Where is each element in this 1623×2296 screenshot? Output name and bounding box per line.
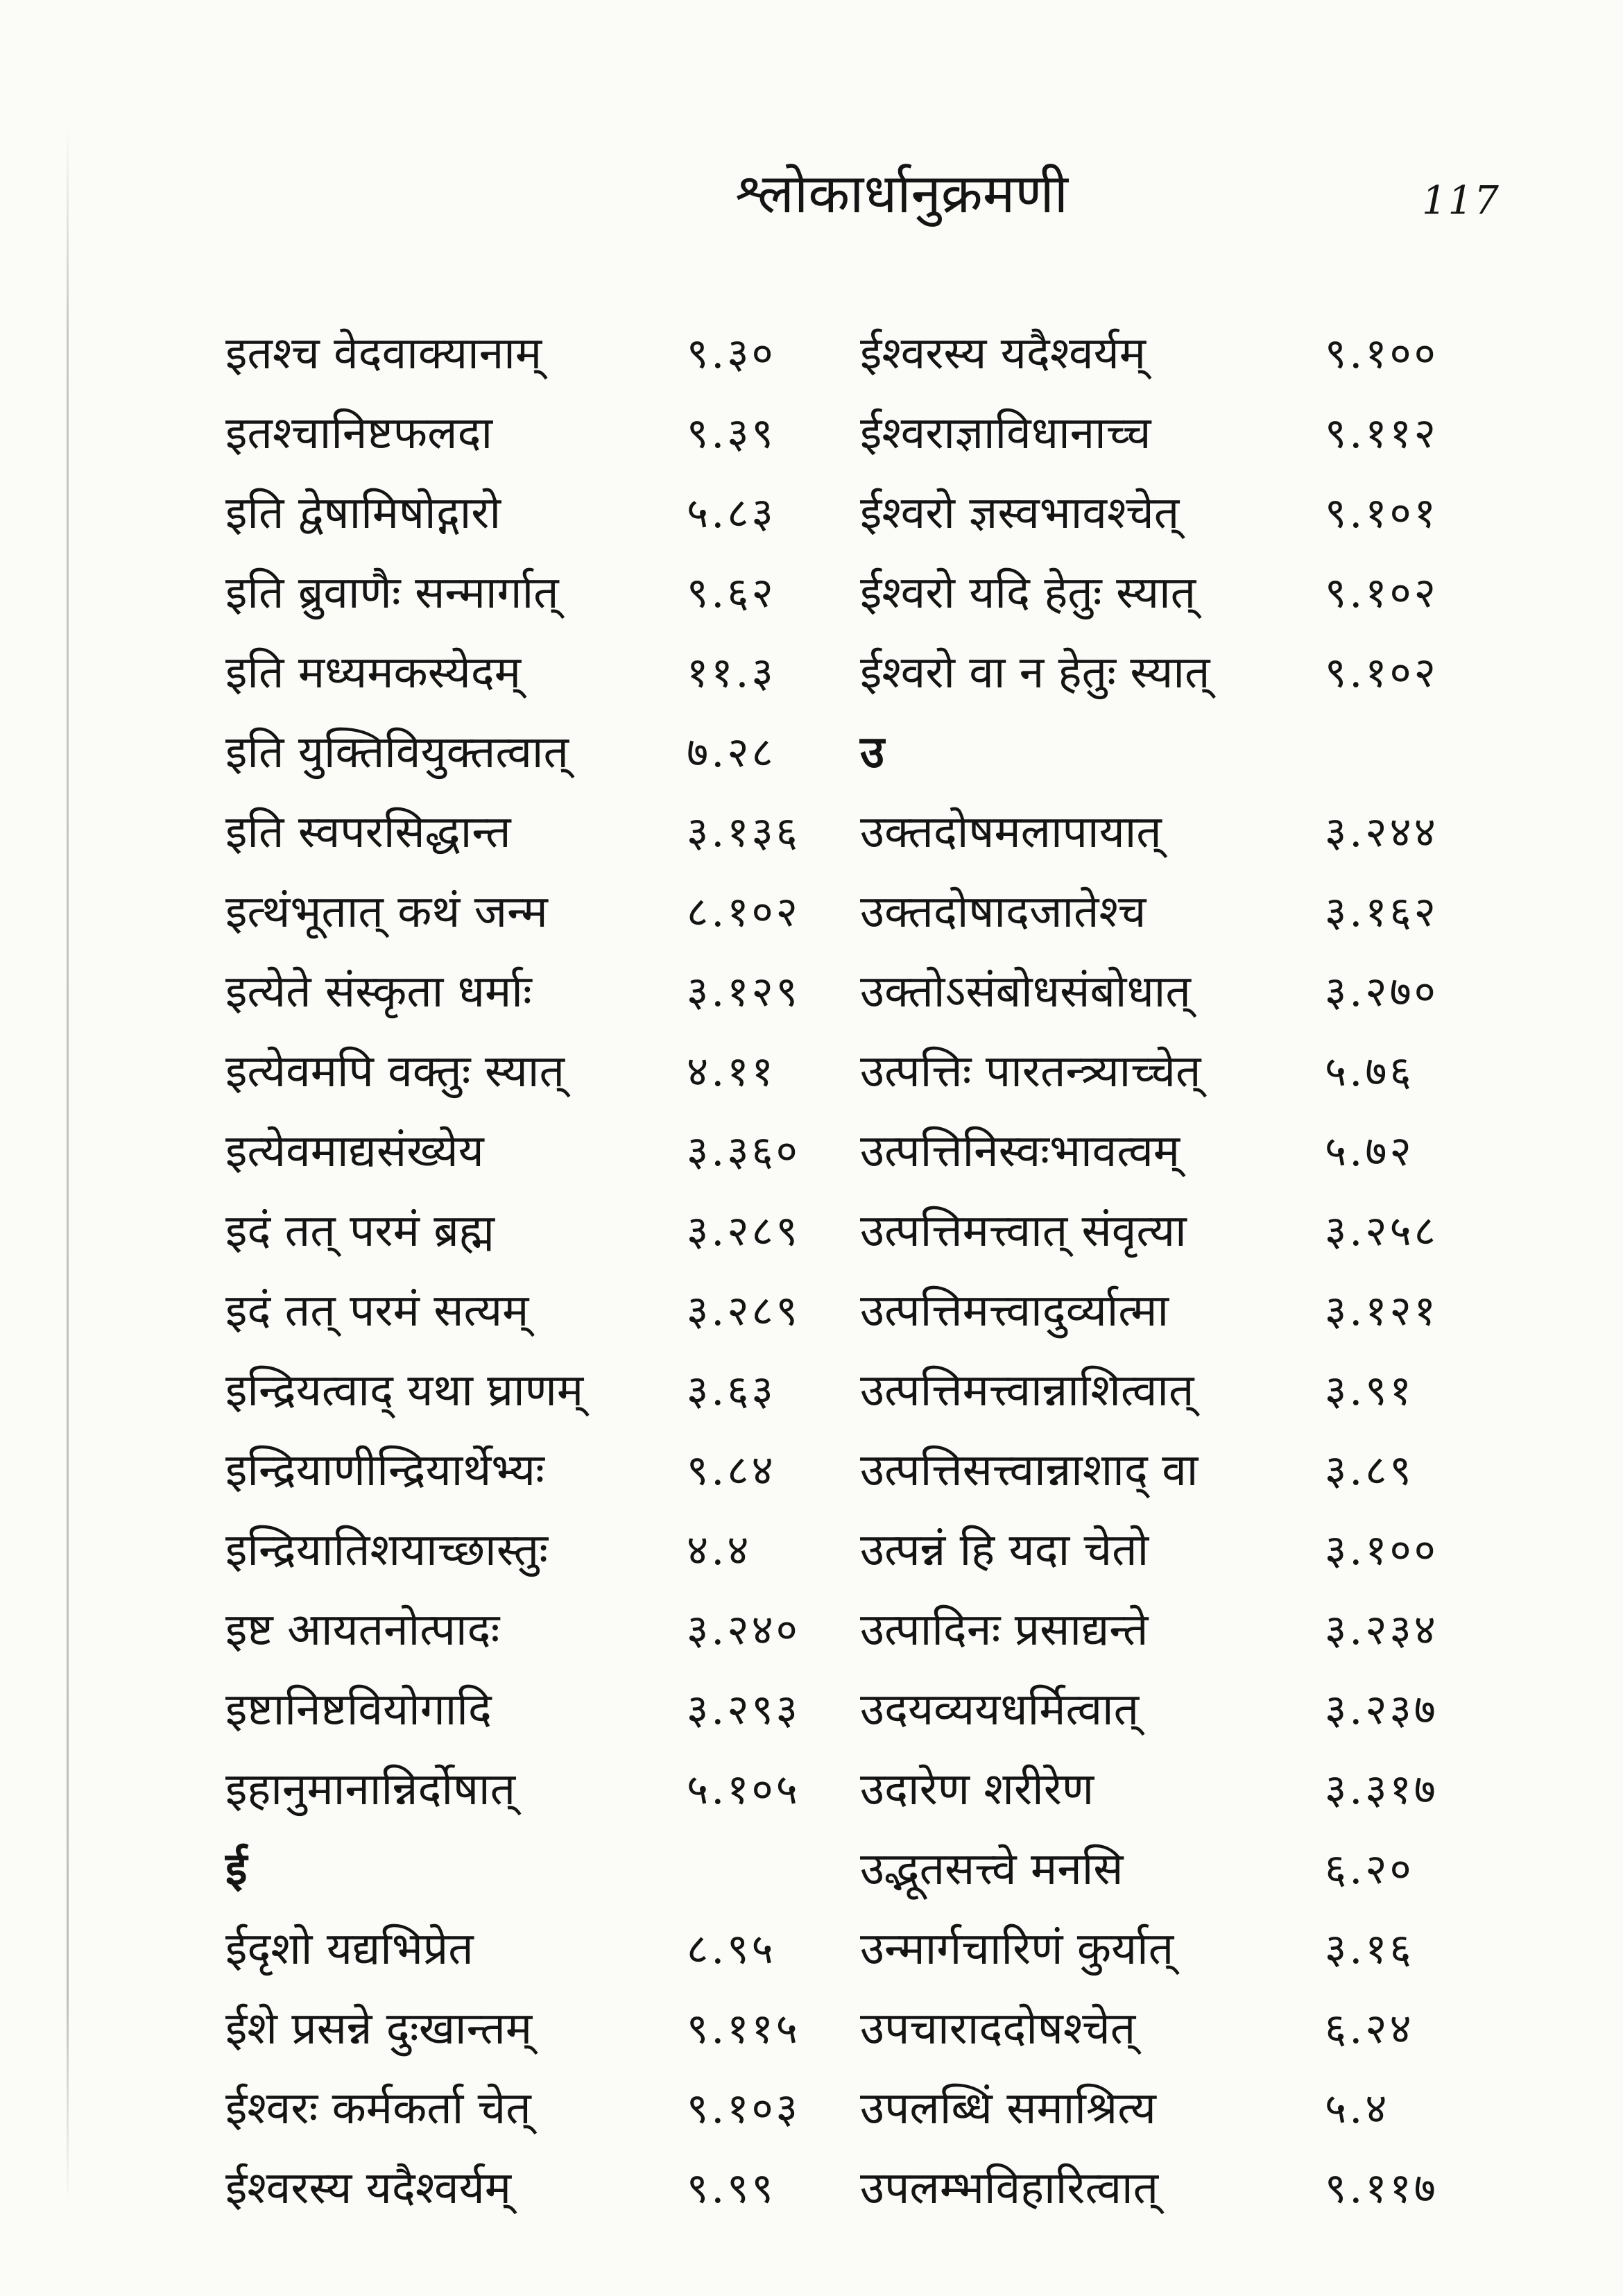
index-entry [860, 1356, 1526, 1436]
index-entry [860, 558, 1526, 638]
verse-text: इति मध्यमकस्येदम् [225, 647, 521, 699]
verse-reference: ९.१०२ [1325, 649, 1439, 697]
verse-text: उपचाराददोषश्चेत् [860, 2003, 1136, 2055]
index-entry [225, 957, 919, 1037]
verse-text: ईश्वरः कर्मकर्ता चेत् [225, 2083, 531, 2134]
verse-text: ईश्वरस्य यदैश्वर्यम् [860, 328, 1147, 379]
verse-text: इति युक्तिवियुक्तत्वात् [225, 727, 569, 778]
index-entry [860, 1276, 1526, 1356]
index-entry [225, 1675, 919, 1755]
index-entry [860, 1516, 1526, 1595]
verse-text: ईश्वराज्ञाविधानाच्च [860, 408, 1151, 459]
verse-text: ईदृशो यद्यभिप्रेत [225, 1924, 474, 1975]
verse-reference: ३.२३७ [1325, 1686, 1439, 1734]
verse-reference: ५.८३ [687, 489, 776, 538]
verse-reference: ३.२८९ [687, 1287, 800, 1335]
index-entry [225, 558, 919, 638]
index-entry [860, 1994, 1526, 2074]
verse-reference: ९.९९ [687, 2164, 776, 2213]
verse-text: उक्तोऽसंबोधसंबोधात् [860, 966, 1191, 1018]
index-entry [860, 957, 1526, 1037]
index-entry [860, 1117, 1526, 1197]
verse-reference: ९.३० [687, 329, 776, 378]
section-letter-heading [860, 718, 1526, 798]
index-entry [225, 798, 919, 877]
verse-reference: ३.२४० [687, 1606, 800, 1654]
verse-reference: ३.३६० [687, 1127, 800, 1176]
verse-text: उत्पत्तिमत्त्वादुर्व्यात्मा [860, 1285, 1169, 1337]
verse-text: उदयव्ययधर्मित्वात् [860, 1684, 1140, 1736]
verse-reference: ६.२० [1325, 1845, 1414, 1894]
verse-text: इन्द्रियत्वाद् यथा घ्राणम् [225, 1365, 584, 1416]
verse-text: ईश्वरो यदि हेतुः स्यात् [860, 567, 1196, 619]
verse-text: इहानुमानान्निर्दोषात् [225, 1764, 516, 1815]
verse-reference: ८.९५ [687, 1925, 776, 1973]
verse-reference: ९.११७ [1325, 2164, 1439, 2213]
verse-text: उत्पत्तिमत्त्वात् संवृत्या [860, 1206, 1187, 1257]
verse-reference: ५.४ [1325, 2084, 1390, 2133]
verse-reference: ९.१०३ [687, 2084, 800, 2133]
verse-text: उक्तदोषादजातेश्च [860, 886, 1147, 938]
verse-text: उपलम्भविहारित्वात् [860, 2163, 1159, 2214]
verse-reference: ३.६३ [687, 1367, 776, 1415]
index-entry [860, 1675, 1526, 1755]
index-entry [225, 1755, 919, 1835]
verse-text: इदं तत् परमं ब्रह्म [225, 1206, 495, 1257]
index-entry [225, 1914, 919, 1994]
verse-text: उदारेण शरीरेण [860, 1764, 1094, 1815]
verse-text: ईशे प्रसन्ने दुःखान्तम् [225, 2003, 533, 2055]
verse-text: इत्येवमाद्यसंख्येय [225, 1126, 484, 1177]
verse-reference: ९.८४ [687, 1446, 776, 1495]
verse-text: उ [860, 726, 885, 778]
verse-text: इष्ट आयतनोत्पादः [225, 1604, 500, 1656]
verse-reference: ९.११२ [1325, 409, 1439, 458]
index-entry [225, 1276, 919, 1356]
verse-text: इत्येते संस्कृता धर्माः [225, 966, 532, 1018]
verse-text: उपलब्धिं समाश्रित्य [860, 2083, 1156, 2134]
verse-reference: ३.२३४ [1325, 1606, 1439, 1654]
verse-reference: ५.७२ [1325, 1127, 1414, 1176]
index-entry [225, 2074, 919, 2154]
verse-text: इति ब्रुवाणैः सन्मार्गात् [225, 567, 559, 619]
index-entry [225, 399, 919, 479]
index-entry [860, 1755, 1526, 1835]
verse-text: इन्द्रियाणीन्द्रियार्थेभ्यः [225, 1445, 544, 1496]
index-entry [860, 638, 1526, 718]
verse-text: इति द्वेषामिषोद्गारो [225, 488, 501, 539]
verse-text: ईश्वरो ज्ञस्वभावश्चेत् [860, 488, 1180, 539]
verse-text: इन्द्रियातिशयाच्छास्तुः [225, 1525, 549, 1576]
verse-text: इत्थंभूतात् कथं जन्म [225, 886, 548, 938]
verse-text: इदं तत् परमं सत्यम् [225, 1285, 529, 1337]
index-entry [860, 2074, 1526, 2154]
index-entry [860, 1197, 1526, 1276]
verse-reference: ८.१०२ [687, 888, 800, 936]
verse-reference: ६.२४ [1325, 2005, 1414, 2053]
verse-reference: ३.२८९ [687, 1207, 800, 1256]
verse-text: उत्पादिनः प्रसाद्यन्ते [860, 1604, 1149, 1656]
verse-text: इति स्वपरसिद्धान्त [225, 807, 511, 858]
verse-text: इतश्च वेदवाक्यानाम् [225, 328, 542, 379]
verse-reference: ३.१२१ [1325, 1287, 1439, 1335]
verse-reference: ३.२९३ [687, 1686, 800, 1734]
index-entry [860, 399, 1526, 479]
verse-reference: ७.२८ [687, 728, 776, 777]
section-letter-heading [225, 1835, 919, 1914]
verse-reference: ५.१०५ [687, 1765, 800, 1814]
index-entry [860, 1436, 1526, 1516]
verse-reference: ३.१०० [1325, 1526, 1439, 1575]
verse-text: इष्टानिष्टवियोगादि [225, 1684, 492, 1736]
index-entry [225, 1117, 919, 1197]
verse-reference: ९.११५ [687, 2005, 800, 2053]
index-entry [225, 1994, 919, 2074]
index-entry [225, 718, 919, 798]
verse-text: उक्तदोषमलापायात् [860, 807, 1162, 858]
verse-reference: ९.१०० [1325, 329, 1439, 378]
verse-reference: ३.२४४ [1325, 808, 1439, 857]
index-entry [225, 479, 919, 558]
verse-reference: ४.११ [687, 1047, 776, 1096]
verse-reference: ३.१२९ [687, 968, 800, 1016]
verse-text: उन्मार्गचारिणं कुर्यात् [860, 1924, 1174, 1975]
verse-reference: ३.१३६ [687, 808, 800, 857]
index-entry [225, 1356, 919, 1436]
index-entry [225, 877, 919, 957]
verse-reference: ३.१६२ [1325, 888, 1439, 936]
left-index-column [225, 319, 919, 2234]
verse-reference: ३.९१ [1325, 1367, 1414, 1415]
page-number: 117 [1422, 178, 1500, 223]
index-entry [860, 479, 1526, 558]
index-entry [225, 1595, 919, 1675]
index-entry [225, 1436, 919, 1516]
verse-reference: ९.१०१ [1325, 489, 1439, 538]
verse-reference: ९.६२ [687, 569, 776, 617]
verse-reference: ११.३ [687, 649, 776, 697]
verse-reference: ९.३९ [687, 409, 776, 458]
verse-text: उत्पत्तिः पारतन्त्र्याच्चेत् [860, 1046, 1201, 1097]
index-entry [225, 1197, 919, 1276]
index-entry [860, 1595, 1526, 1675]
verse-reference: ३.३१७ [1325, 1765, 1439, 1814]
running-head [0, 156, 1623, 232]
verse-reference: ४.४ [687, 1526, 752, 1575]
index-entry [225, 2154, 919, 2234]
right-index-column [860, 319, 1526, 2234]
verse-text: उत्पत्तिसत्त्वान्नाशाद् वा [860, 1445, 1199, 1496]
index-entry [225, 638, 919, 718]
index-entry [860, 1037, 1526, 1117]
verse-reference: ९.१०२ [1325, 569, 1439, 617]
verse-text: ईश्वरस्य यदैश्वर्यम् [225, 2163, 512, 2214]
verse-text: ई [225, 1843, 248, 1895]
binding-edge-shadow [67, 125, 69, 2206]
verse-text: इत्येवमपि वक्तुः स्यात् [225, 1046, 565, 1097]
page-title: श्लोकार्धानुक्रमणी [735, 163, 1068, 225]
verse-reference: ३.१६ [1325, 1925, 1414, 1973]
verse-text: ईश्वरो वा न हेतुः स्यात् [860, 647, 1210, 699]
verse-text: उद्भूतसत्त्वे मनसि [860, 1844, 1124, 1895]
verse-text: उत्पत्तिमत्त्वान्नाशित्वात् [860, 1365, 1194, 1416]
index-entry [860, 1914, 1526, 1994]
index-entry [860, 2154, 1526, 2234]
verse-reference: ३.८९ [1325, 1446, 1414, 1495]
index-entry [860, 877, 1526, 957]
index-entry [225, 319, 919, 399]
index-entry [225, 1037, 919, 1117]
index-entry [860, 319, 1526, 399]
verse-reference: ३.२७० [1325, 968, 1439, 1016]
verse-text: इतश्चानिष्टफलदा [225, 408, 493, 459]
verse-text: उत्पत्तिनिस्वःभावत्वम् [860, 1126, 1180, 1177]
index-entry [860, 798, 1526, 877]
verse-reference: ५.७६ [1325, 1047, 1414, 1096]
verse-reference: ३.२५८ [1325, 1207, 1439, 1256]
index-entry [860, 1835, 1526, 1914]
index-entry [225, 1516, 919, 1595]
verse-text: उत्पन्नं हि यदा चेतो [860, 1525, 1149, 1576]
